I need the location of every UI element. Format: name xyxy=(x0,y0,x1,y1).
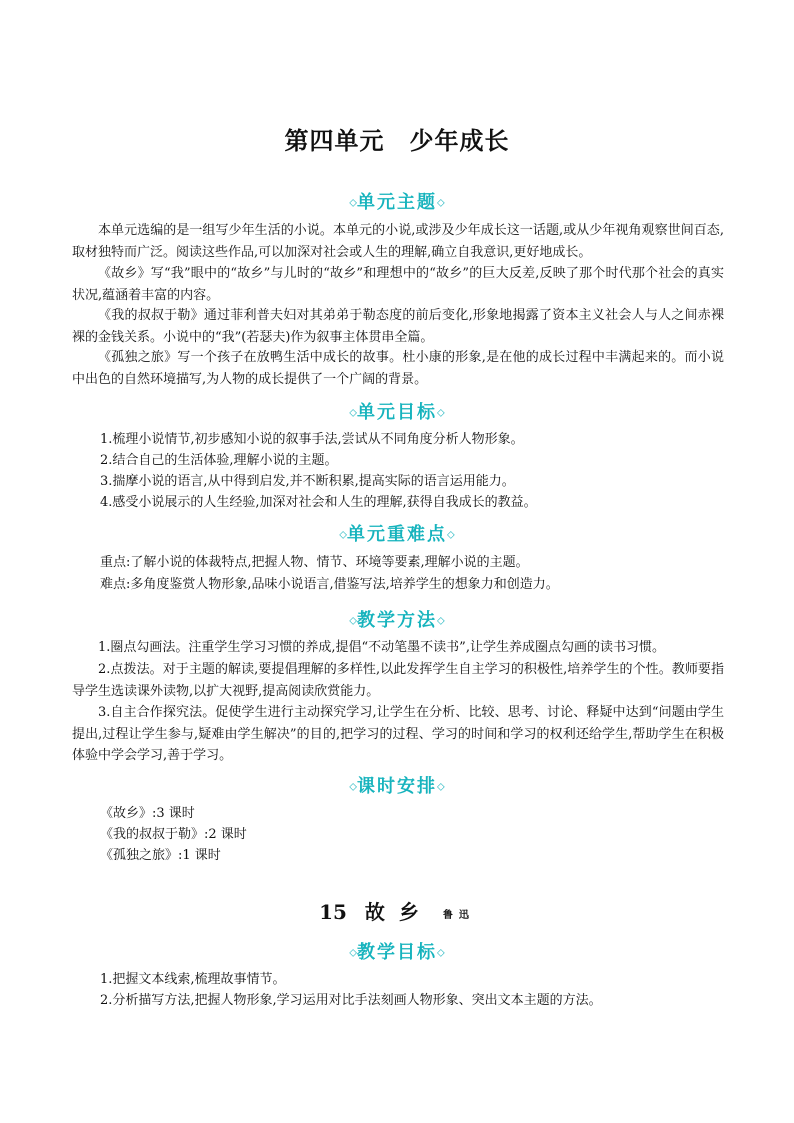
goal-item-2: 2.结合自己的生活体验,理解小说的主题。 xyxy=(100,453,338,468)
diamond-icon: ◇ xyxy=(349,407,357,419)
lesson-title xyxy=(0,896,794,925)
diamond-icon: ◇ xyxy=(437,615,445,627)
objective-item-1: 1.把握文本线索,梳理故事情节。 xyxy=(100,972,286,987)
diamond-icon: ◇ xyxy=(349,615,357,627)
lesson-author: 鲁迅 xyxy=(442,910,475,921)
diamond-icon: ◇ xyxy=(437,947,445,959)
key-point-item: 重点:了解小说的体裁特点,把握人物、情节、环境等要素,理解小说的主题。 xyxy=(100,555,529,570)
unit-title: 第四单元 少年成长 xyxy=(284,127,510,155)
diamond-icon: ◇ xyxy=(339,529,347,541)
diamond-icon: ◇ xyxy=(349,781,357,793)
diamond-icon: ◇ xyxy=(349,197,357,209)
theme-paragraph-3: 《我的叔叔于勒》通过菲利普夫妇对其弟弟于勒态度的前后变化,形象地揭露了资本主义社会人与人之间赤裸裸的金钱关系。小说中的“我”(若瑟夫)作为叙事主体贯串全篇。 xyxy=(72,308,724,345)
goal-item-4: 4.感受小说展示的人生经验,加深对社会和人生的理解,获得自我成长的教益。 xyxy=(100,495,537,510)
section-heading-key-points xyxy=(0,520,794,546)
section-heading-objectives-text: 教学目标 xyxy=(357,942,437,963)
difficulty-item: 难点:多角度鉴赏人物形象,品味小说语言,借鉴写法,培养学生的想象力和创造力。 xyxy=(100,577,559,592)
schedule-item-3: 《孤独之旅》:1 课时 xyxy=(100,848,221,863)
section-heading-goals-text: 单元目标 xyxy=(357,402,437,423)
section-heading-methods xyxy=(0,606,794,632)
theme-paragraph-4: 《孤独之旅》写一个孩子在放鸭生活中成长的故事。杜小康的形象,是在他的成长过程中丰满起来的。而小说中出色的自然环境描写,为人物的成长提供了一个广阔的背景。 xyxy=(72,350,724,387)
schedule-item-2: 《我的叔叔于勒》:2 课时 xyxy=(100,827,247,842)
diamond-icon: ◇ xyxy=(447,529,455,541)
goal-item-1: 1.梳理小说情节,初步感知小说的叙事手法,尝试从不同角度分析人物形象。 xyxy=(100,432,524,447)
section-heading-goals xyxy=(0,398,794,424)
section-heading-theme-text: 单元主题 xyxy=(357,192,437,213)
method-paragraph-3: 3.自主合作探究法。促使学生进行主动探究学习,让学生在分析、比较、思考、讨论、释疑中达到“问题由学生提出,过程让学生参与,疑难由学生解决”的目的,把学习的过程、学习的时间和学习的权利还给学生,帮助学生在积极体验中学会学习,善于学习。 xyxy=(72,705,724,763)
section-heading-objectives xyxy=(0,938,794,964)
section-heading-schedule xyxy=(0,772,794,798)
theme-paragraph-1: 本单元选编的是一组写少年生活的小说。本单元的小说,或涉及少年成长这一话题,或从少年视角观察世间百态,取材独特而广泛。阅读这些作品,可以加深对社会或人生的理解,确立自我意识,更好地成长。 xyxy=(72,223,724,260)
diamond-icon: ◇ xyxy=(349,947,357,959)
diamond-icon: ◇ xyxy=(437,407,445,419)
diamond-icon: ◇ xyxy=(437,781,445,793)
lesson-number: 15 xyxy=(319,900,347,924)
goal-item-3: 3.揣摩小说的语言,从中得到启发,并不断积累,提高实际的语言运用能力。 xyxy=(100,474,515,489)
diamond-icon: ◇ xyxy=(437,197,445,209)
section-heading-theme xyxy=(0,188,794,214)
method-paragraph-1: 1.圈点勾画法。注重学生学习习惯的养成,提倡“不动笔墨不读书”,让学生养成圈点勾画的读书习惯。 xyxy=(98,640,665,655)
method-paragraph-2: 2.点拨法。对于主题的解读,要提倡理解的多样性,以此发挥学生自主学习的积极性,培养学生的个性。教师要指导学生选读课外读物,以扩大视野,提高阅读欣赏能力。 xyxy=(72,662,724,699)
schedule-item-1: 《故乡》:3 课时 xyxy=(100,806,195,821)
section-heading-methods-text: 教学方法 xyxy=(357,610,437,631)
theme-paragraph-2: 《故乡》写“我”眼中的“故乡”与儿时的“故乡”和理想中的“故乡”的巨大反差,反映了那个时代那个社会的真实状况,蕴涵着丰富的内容。 xyxy=(72,266,724,303)
section-heading-schedule-text: 课时安排 xyxy=(357,776,437,797)
objective-item-2: 2.分析描写方法,把握人物形象,学习运用对比手法刻画人物形象、突出文本主题的方法。 xyxy=(100,993,602,1008)
section-heading-key-points-text: 单元重难点 xyxy=(347,524,447,545)
lesson-name: 故乡 xyxy=(364,900,433,924)
